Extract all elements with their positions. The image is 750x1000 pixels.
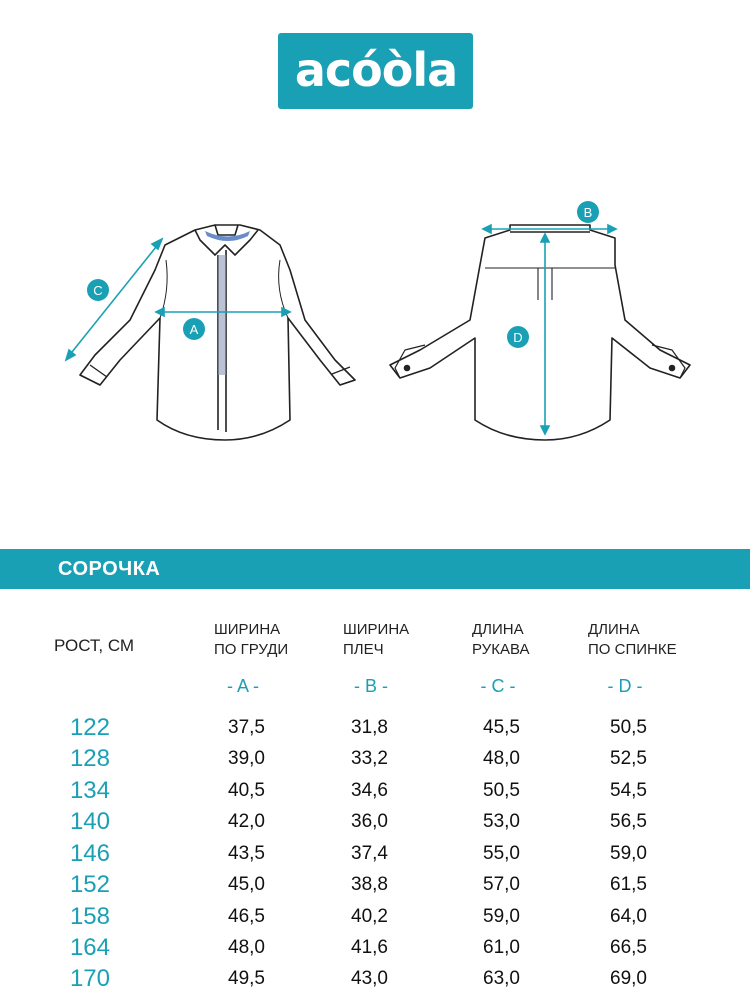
cell-height: 158 — [69, 903, 110, 930]
brand-logo-text: acóòla — [294, 43, 457, 97]
header-chest-width-line1: ШИРИНА — [214, 621, 281, 638]
cell-c: 48,0 — [483, 748, 520, 769]
cell-height: 146 — [69, 840, 110, 867]
badge-c-label: C — [93, 283, 103, 298]
cell-c: 59,0 — [483, 906, 520, 927]
table-row — [0, 808, 750, 842]
cell-b: 40,2 — [351, 906, 388, 927]
cell-d: 54,5 — [610, 780, 647, 801]
cell-d: 59,0 — [610, 843, 647, 864]
cell-a: 37,5 — [228, 717, 265, 738]
measure-line-c — [66, 239, 162, 360]
shirt-drawings — [0, 190, 750, 460]
placket-accent — [218, 255, 226, 375]
badge-d — [507, 326, 529, 348]
cell-a: 43,5 — [228, 843, 265, 864]
code-c: - C - — [480, 676, 516, 696]
cell-b: 41,6 — [351, 937, 388, 958]
badge-a — [183, 318, 205, 340]
cell-b: 33,2 — [351, 748, 388, 769]
cell-d: 69,0 — [610, 968, 647, 989]
table-row — [0, 714, 750, 748]
header-back-length-line2: ПО СПИНКЕ — [588, 641, 677, 658]
cell-d: 52,5 — [610, 748, 647, 769]
header-height: РОСТ, СМ — [54, 636, 135, 655]
cell-c: 55,0 — [483, 843, 520, 864]
cell-a: 39,0 — [228, 748, 265, 769]
header-shoulder-width-line1: ШИРИНА — [343, 621, 410, 638]
cell-height: 164 — [69, 934, 110, 961]
cell-c: 45,5 — [483, 717, 520, 738]
header-shoulder-width-line2: ПЛЕЧ — [343, 641, 384, 658]
table-row — [0, 871, 750, 905]
shirt-back-drawing — [390, 225, 690, 440]
brand-logo — [278, 33, 473, 109]
header-shoulder-width — [343, 620, 409, 660]
header-sleeve-length — [472, 620, 529, 660]
code-d: - D - — [607, 676, 643, 696]
header-sleeve-length-line1: ДЛИНА — [472, 621, 524, 638]
cell-d: 50,5 — [610, 717, 647, 738]
brand-logo-mark — [286, 41, 466, 101]
cell-b: 34,6 — [351, 780, 388, 801]
cell-a: 48,0 — [228, 937, 265, 958]
badge-b — [577, 201, 599, 223]
measure-line-d — [541, 234, 549, 434]
table-row — [0, 777, 750, 811]
table-row — [0, 903, 750, 937]
cell-a: 40,5 — [228, 780, 265, 801]
cell-c: 53,0 — [483, 811, 520, 832]
cell-b: 37,4 — [351, 843, 388, 864]
cell-height: 134 — [69, 777, 110, 804]
cell-b: 38,8 — [351, 874, 388, 895]
header-chest-width-line2: ПО ГРУДИ — [214, 641, 289, 658]
cell-a: 46,5 — [228, 906, 265, 927]
badge-c — [87, 279, 109, 301]
collar-accent — [205, 231, 250, 241]
cell-height: 128 — [69, 745, 110, 772]
table-row — [0, 965, 750, 999]
cell-height: 152 — [69, 871, 110, 898]
cell-c: 61,0 — [483, 937, 520, 958]
cell-a: 42,0 — [228, 811, 265, 832]
shirt-diagram — [0, 190, 750, 460]
section-title: СОРОЧКА — [58, 558, 161, 580]
cell-a: 45,0 — [228, 874, 265, 895]
code-b: - B - — [354, 676, 388, 696]
section-banner — [0, 549, 750, 589]
cell-c: 50,5 — [483, 780, 520, 801]
badge-b-label: B — [583, 205, 593, 220]
cell-a: 49,5 — [228, 968, 265, 989]
cell-d: 64,0 — [610, 906, 647, 927]
cell-b: 31,8 — [351, 717, 388, 738]
cell-d: 56,5 — [610, 811, 647, 832]
cell-height: 170 — [69, 965, 110, 992]
table-row — [0, 745, 750, 779]
badge-a-label: A — [189, 322, 199, 337]
cell-c: 57,0 — [483, 874, 520, 895]
header-sleeve-length-line2: РУКАВА — [472, 641, 530, 658]
header-chest-width — [214, 620, 288, 660]
header-back-length-line1: ДЛИНА — [588, 621, 640, 638]
cell-height: 140 — [69, 808, 110, 835]
cell-b: 43,0 — [351, 968, 388, 989]
shirt-front-drawing — [80, 225, 355, 440]
table-row — [0, 934, 750, 968]
cell-b: 36,0 — [351, 811, 388, 832]
table-row — [0, 840, 750, 874]
header-back-length — [588, 620, 677, 660]
cell-d: 66,5 — [610, 937, 647, 958]
code-a: - A - — [226, 676, 259, 696]
cell-c: 63,0 — [483, 968, 520, 989]
badge-d-label: D — [513, 330, 523, 345]
cell-height: 122 — [69, 714, 110, 741]
cell-d: 61,5 — [610, 874, 647, 895]
